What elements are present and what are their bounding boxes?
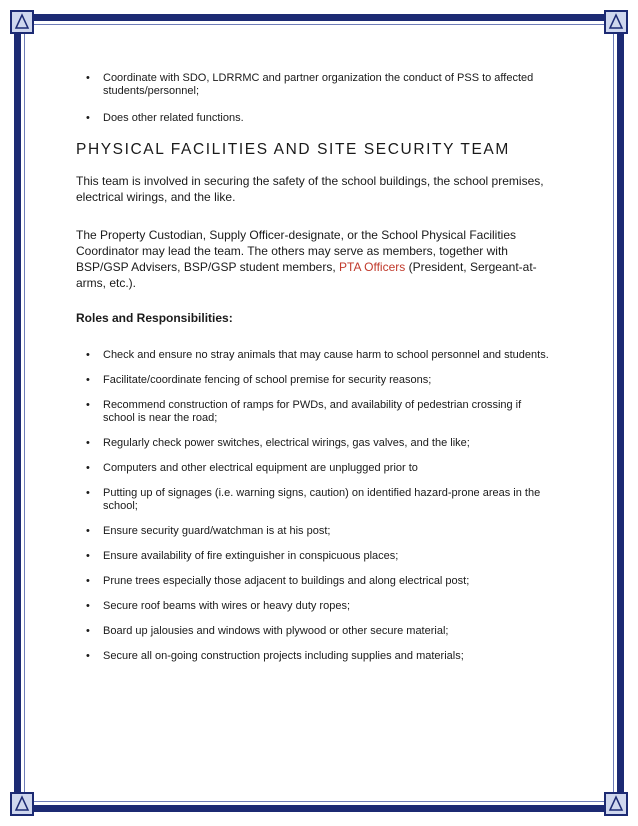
- list-item: • Check and ensure no stray animals that may cause harm to school personnel and students.: [86, 349, 549, 361]
- corner-ornament-icon: [604, 10, 628, 34]
- roles-list: [76, 349, 556, 663]
- roles-heading: Roles and Responsibilities:: [76, 311, 233, 325]
- corner-ornament-icon: [10, 792, 34, 816]
- list-item-text: Secure roof beams with wires or heavy duty ropes;: [103, 600, 351, 612]
- lead-text-tail: (President, Sergeant-at-arms, etc.).: [76, 260, 537, 290]
- intro-paragraph: This team is involved in securing the safety of the school buildings, the school premises, electrical wirings, and the like.: [76, 174, 544, 204]
- list-item-text: Facilitate/coordinate fencing of school premise for security reasons;: [103, 374, 432, 386]
- document-body: [76, 72, 556, 675]
- pta-officers-link[interactable]: PTA Officers: [339, 260, 406, 274]
- list-item: • Does other related functions.: [86, 112, 244, 124]
- list-item: • Prune trees especially those adjacent to buildings and along electrical post;: [86, 575, 470, 587]
- list-item: • Computers and other electrical equipment are unplugged prior to: [86, 462, 418, 474]
- lead-paragraph: [76, 227, 556, 291]
- list-item-text: Computers and other electrical equipment are unplugged prior to: [103, 462, 418, 474]
- list-item: • Ensure security guard/watchman is at his post;: [86, 525, 331, 537]
- corner-ornament-icon: [604, 792, 628, 816]
- list-item-text: Does other related functions.: [103, 112, 244, 124]
- list-item: • Facilitate/coordinate fencing of school premise for security reasons;: [86, 374, 432, 386]
- list-item-text: Regularly check power switches, electrical wirings, gas valves, and the like;: [103, 437, 470, 449]
- list-item-text: Board up jalousies and windows with plywood or other secure material;: [103, 625, 449, 637]
- list-item-text: Putting up of signages (i.e. warning signs, caution) on identified hazard-prone areas in the school;: [103, 487, 541, 512]
- corner-ornament-icon: [10, 10, 34, 34]
- top-bullet-list: [76, 72, 556, 125]
- list-item: • Regularly check power switches, electrical wirings, gas valves, and the like;: [86, 437, 470, 449]
- list-item-text: Prune trees especially those adjacent to buildings and along electrical post;: [103, 575, 470, 587]
- list-item: • Coordinate with SDO, LDRRMC and partner organization the conduct of PSS to affected students/personnel;: [86, 72, 534, 97]
- list-item: • Secure roof beams with wires or heavy duty ropes;: [86, 600, 351, 612]
- lead-text: The Property Custodian, Supply Officer-designate, or the School Physical Facilities Coordinator may lead the team. The others may serve as members, together with BSP/GSP Advisers, BSP/GSP student members,: [76, 228, 516, 274]
- list-item-text: Ensure availability of fire extinguisher in conspicuous places;: [103, 550, 399, 562]
- list-item: • Board up jalousies and windows with plywood or other secure material;: [86, 625, 449, 637]
- section-title: PHYSICAL FACILITIES AND SITE SECURITY TEAM: [76, 141, 510, 158]
- list-item-text: Recommend construction of ramps for PWDs, and availability of pedestrian crossing if school is near the road;: [103, 399, 522, 424]
- list-item: • Putting up of signages (i.e. warning signs, caution) on identified hazard-prone areas in the school;: [86, 487, 541, 512]
- list-item-text: Coordinate with SDO, LDRRMC and partner organization the conduct of PSS to affected students/personnel;: [103, 72, 534, 97]
- list-item-text: Secure all on-going construction projects including supplies and materials;: [103, 650, 464, 662]
- list-item: • Ensure availability of fire extinguisher in conspicuous places;: [86, 550, 399, 562]
- list-item-text: Check and ensure no stray animals that may cause harm to school personnel and students.: [103, 349, 549, 361]
- list-item-text: Ensure security guard/watchman is at his post;: [103, 525, 331, 537]
- list-item: • Recommend construction of ramps for PWDs, and availability of pedestrian crossing if school is near the road;: [86, 399, 522, 424]
- list-item: • Secure all on-going construction projects including supplies and materials;: [86, 650, 464, 662]
